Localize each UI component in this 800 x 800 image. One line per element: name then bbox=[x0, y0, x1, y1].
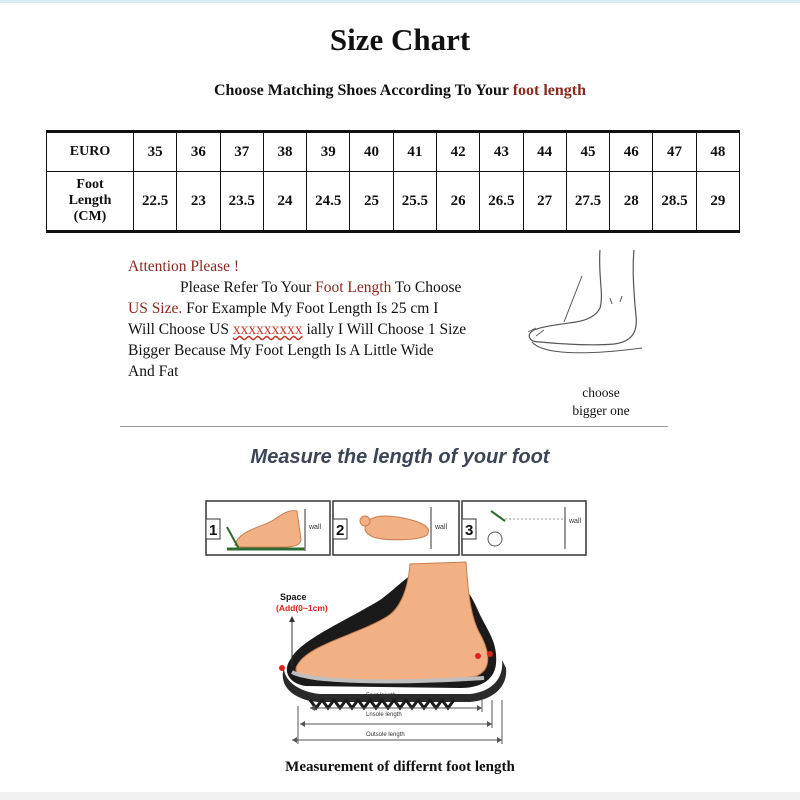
euro-cell: 35 bbox=[134, 132, 177, 172]
foot-length-highlight: Foot Length bbox=[315, 279, 392, 296]
text-run: ially I Will Choose 1 Size bbox=[302, 321, 467, 338]
length-cell: 23.5 bbox=[220, 172, 263, 232]
attention-line-3 bbox=[128, 319, 528, 340]
euro-cell: 44 bbox=[523, 132, 566, 172]
euro-cell: 37 bbox=[220, 132, 263, 172]
choose-line: choose bbox=[582, 385, 620, 400]
attention-line-4: Bigger Because My Foot Length Is A Little Wide bbox=[128, 342, 434, 359]
step-number: 1 bbox=[209, 522, 218, 539]
us-size-highlight: US Size. bbox=[128, 300, 183, 317]
choose-line: bigger one bbox=[572, 403, 630, 418]
attention-line-1 bbox=[128, 277, 528, 298]
measure-title: Measure the length of your foot bbox=[250, 446, 550, 468]
length-cell: 25 bbox=[350, 172, 393, 232]
euro-cell: 39 bbox=[307, 132, 350, 172]
length-cell: 26 bbox=[436, 172, 479, 232]
measure-steps bbox=[205, 499, 587, 559]
header-line: Length bbox=[68, 193, 112, 208]
euro-cell: 36 bbox=[177, 132, 220, 172]
step-number: 3 bbox=[465, 522, 474, 539]
text-run: To Choose bbox=[391, 279, 462, 296]
shoe-foot-illustration bbox=[270, 560, 520, 750]
text-run: For Example My Foot Length Is 25 cm I bbox=[182, 300, 439, 317]
wall-label: wall bbox=[569, 518, 582, 525]
euro-header: EURO bbox=[47, 132, 134, 172]
length-cell: 28.5 bbox=[653, 172, 696, 232]
euro-row bbox=[47, 132, 740, 172]
euro-cell: 42 bbox=[436, 132, 479, 172]
foot-in-shoe-sketch bbox=[522, 246, 652, 366]
page-title: Size Chart bbox=[329, 22, 471, 57]
size-table bbox=[46, 130, 740, 233]
insole-length-label: Lnsole length bbox=[366, 712, 402, 718]
attention-heading: Attention Please ! bbox=[128, 258, 240, 275]
euro-cell: 48 bbox=[696, 132, 739, 172]
top-border-line bbox=[0, 0, 800, 3]
step-number: 2 bbox=[336, 522, 345, 539]
attention-note bbox=[128, 256, 528, 382]
attention-line-5: And Fat bbox=[128, 363, 179, 380]
wall-label: wall bbox=[435, 524, 448, 531]
foot-length-row bbox=[47, 172, 740, 232]
text-run: Will Choose US bbox=[128, 321, 233, 338]
length-cell: 27.5 bbox=[566, 172, 609, 232]
header-line: Foot bbox=[76, 177, 104, 192]
length-cell: 26.5 bbox=[480, 172, 523, 232]
space-range-label: (Add(0~1cm) bbox=[276, 603, 328, 613]
length-cell: 24.5 bbox=[307, 172, 350, 232]
length-cell: 22.5 bbox=[134, 172, 177, 232]
euro-cell: 47 bbox=[653, 132, 696, 172]
diagram-caption: Measurement of differnt foot length bbox=[285, 759, 515, 775]
length-cell: 27 bbox=[523, 172, 566, 232]
euro-cell: 45 bbox=[566, 132, 609, 172]
section-divider bbox=[120, 426, 668, 427]
shoe-length-diagram bbox=[270, 560, 520, 750]
page-subtitle bbox=[0, 82, 800, 100]
outsole-length-label: Outsole length bbox=[366, 732, 405, 738]
euro-cell: 46 bbox=[610, 132, 653, 172]
steps-illustration bbox=[205, 499, 587, 559]
length-cell: 29 bbox=[696, 172, 739, 232]
length-cell: 23 bbox=[177, 172, 220, 232]
length-cell: 28 bbox=[610, 172, 653, 232]
euro-cell: 40 bbox=[350, 132, 393, 172]
foot-length-label: Foot length bbox=[366, 693, 397, 699]
space-label: Space bbox=[280, 592, 307, 602]
length-cell: 24 bbox=[263, 172, 306, 232]
subtitle-highlight: foot length bbox=[512, 82, 587, 99]
euro-cell: 38 bbox=[263, 132, 306, 172]
redacted-text: xxxxxxxxx bbox=[232, 321, 303, 338]
length-cell: 25.5 bbox=[393, 172, 436, 232]
foot-length-header bbox=[47, 172, 134, 232]
euro-cell: 41 bbox=[393, 132, 436, 172]
header-line: (CM) bbox=[73, 209, 107, 224]
choose-bigger-note bbox=[560, 384, 642, 420]
text-run: Please Refer To Your bbox=[180, 279, 316, 296]
euro-cell: 43 bbox=[480, 132, 523, 172]
attention-line-2 bbox=[128, 298, 528, 319]
wall-label: wall bbox=[309, 524, 322, 531]
subtitle-prefix: Choose Matching Shoes According To Your bbox=[213, 82, 513, 99]
bottom-band bbox=[0, 792, 800, 800]
